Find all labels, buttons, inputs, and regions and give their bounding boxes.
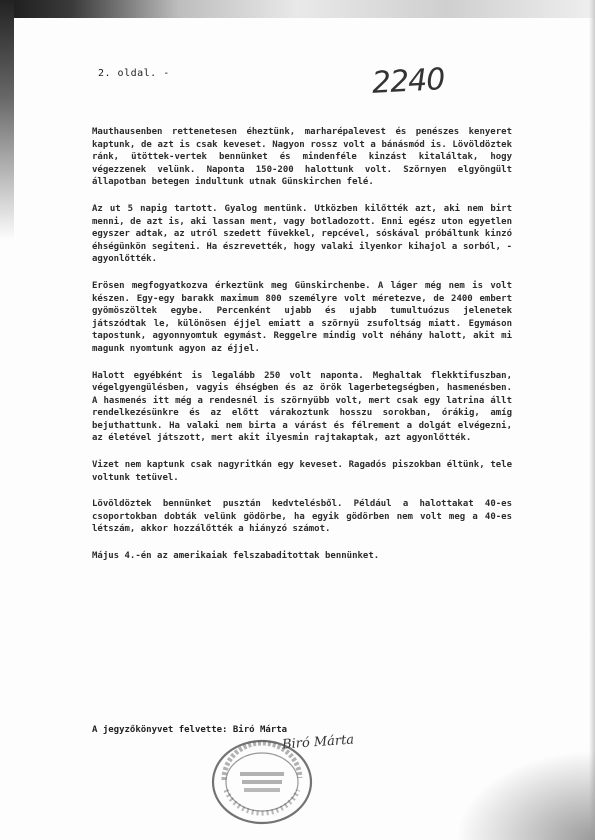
scan-edge-top (0, 0, 595, 18)
paragraph: Mauthausenben rettenetesen éheztünk, marharépalevest és penészes kenyeret kaptunk, de azt is csak keveset. Nagyon rossz volt a bánásmód is. Lövöldöztek ránk, ütöttek-vertek bennünket és mindenféle kinzást kitaláltak, hogy végezzenek velünk. Naponta 150-200 halottunk volt. Szörnyen elgyöngült állapotban betegen indultunk utnak Günskirchen felé. (92, 127, 512, 188)
paragraph: Halott egyébként is legalább 250 volt naponta. Meghaltak flekktifuszban, végelgyengülésben, vagyis éhségben és az örök lagerbetegségben, hasmenésben. A hasmenés itt még a rendesnél is szörnyübb volt, mert csak egy latrina állt rendelkezésünkre és az előtt várakoztunk hosszu sorokban, órákig, amíg bejuthattunk. Ha valaki nem birta a várást és félrement a dolgát elvégezni, az életével játszott, mert akit ilyesmin rajtakaptak, azt agyonlőtték. (92, 370, 512, 444)
recorder-line: A jegyzőkönyvet felvette: Biró Márta (92, 725, 288, 735)
paragraph: Május 4.-én az amerikaiak felszabaditottak bennünket. (92, 551, 380, 562)
handwritten-signature: Biró Márta (281, 732, 355, 753)
round-stamp-icon (210, 738, 314, 826)
paragraph: Az ut 5 napig tartott. Gyalog mentünk. Utközben kilőtték azt, aki nem birt menni, de azt is, aki lassan ment, vagy botladozott. Enni egész uton egyetlen egyszer adtak, az utról szedett füvekkel, repcével, sóskával próbáltunk kinzó éhségünkön segiteni. Ha észrevették, hogy valaki ilyenkor kihajol a sorból, - agyonlőtték. (92, 203, 512, 265)
page-number-header: 2. oldal. - (98, 68, 170, 79)
scan-edge-right (589, 0, 595, 840)
handwritten-document-number: 2240 (371, 62, 446, 101)
paragraph: Vizet nem kaptunk csak nagyritkán egy keveset. Ragadós piszokban éltünk, tele voltunk tetüvel. (92, 460, 512, 483)
testimony-body (92, 126, 512, 577)
paragraph: Erösen megfogyatkozva érkeztünk meg Günskirchenbe. A láger még nem is volt készen. Egy-egy barakk maximum 800 személyre volt méretezve, de 2400 embert gyömöszöltek egybe. Percenként ujabb és ujabb tumultuózus jelenetek játszódtak le, különösen éjjel emiatt a szörnyü zsufoltság miatt. Egymáson tapostunk, agyonnyomtuk egymást. Reggelre mindig volt néhány halott, akit mi magunk nyomtunk agyon az éjjel. (92, 280, 512, 354)
scan-smudge (455, 750, 595, 840)
scan-edge-left (0, 0, 14, 240)
paragraph: Lövöldöztek bennünket pusztán kedvtelésből. Például a halottakat 40-es csoportokban dobták velünk gödörbe, ha egyik gödörben nem volt meg a 40-es létszám, akkor hozzálőtték a hiányzó számot. (92, 499, 512, 535)
